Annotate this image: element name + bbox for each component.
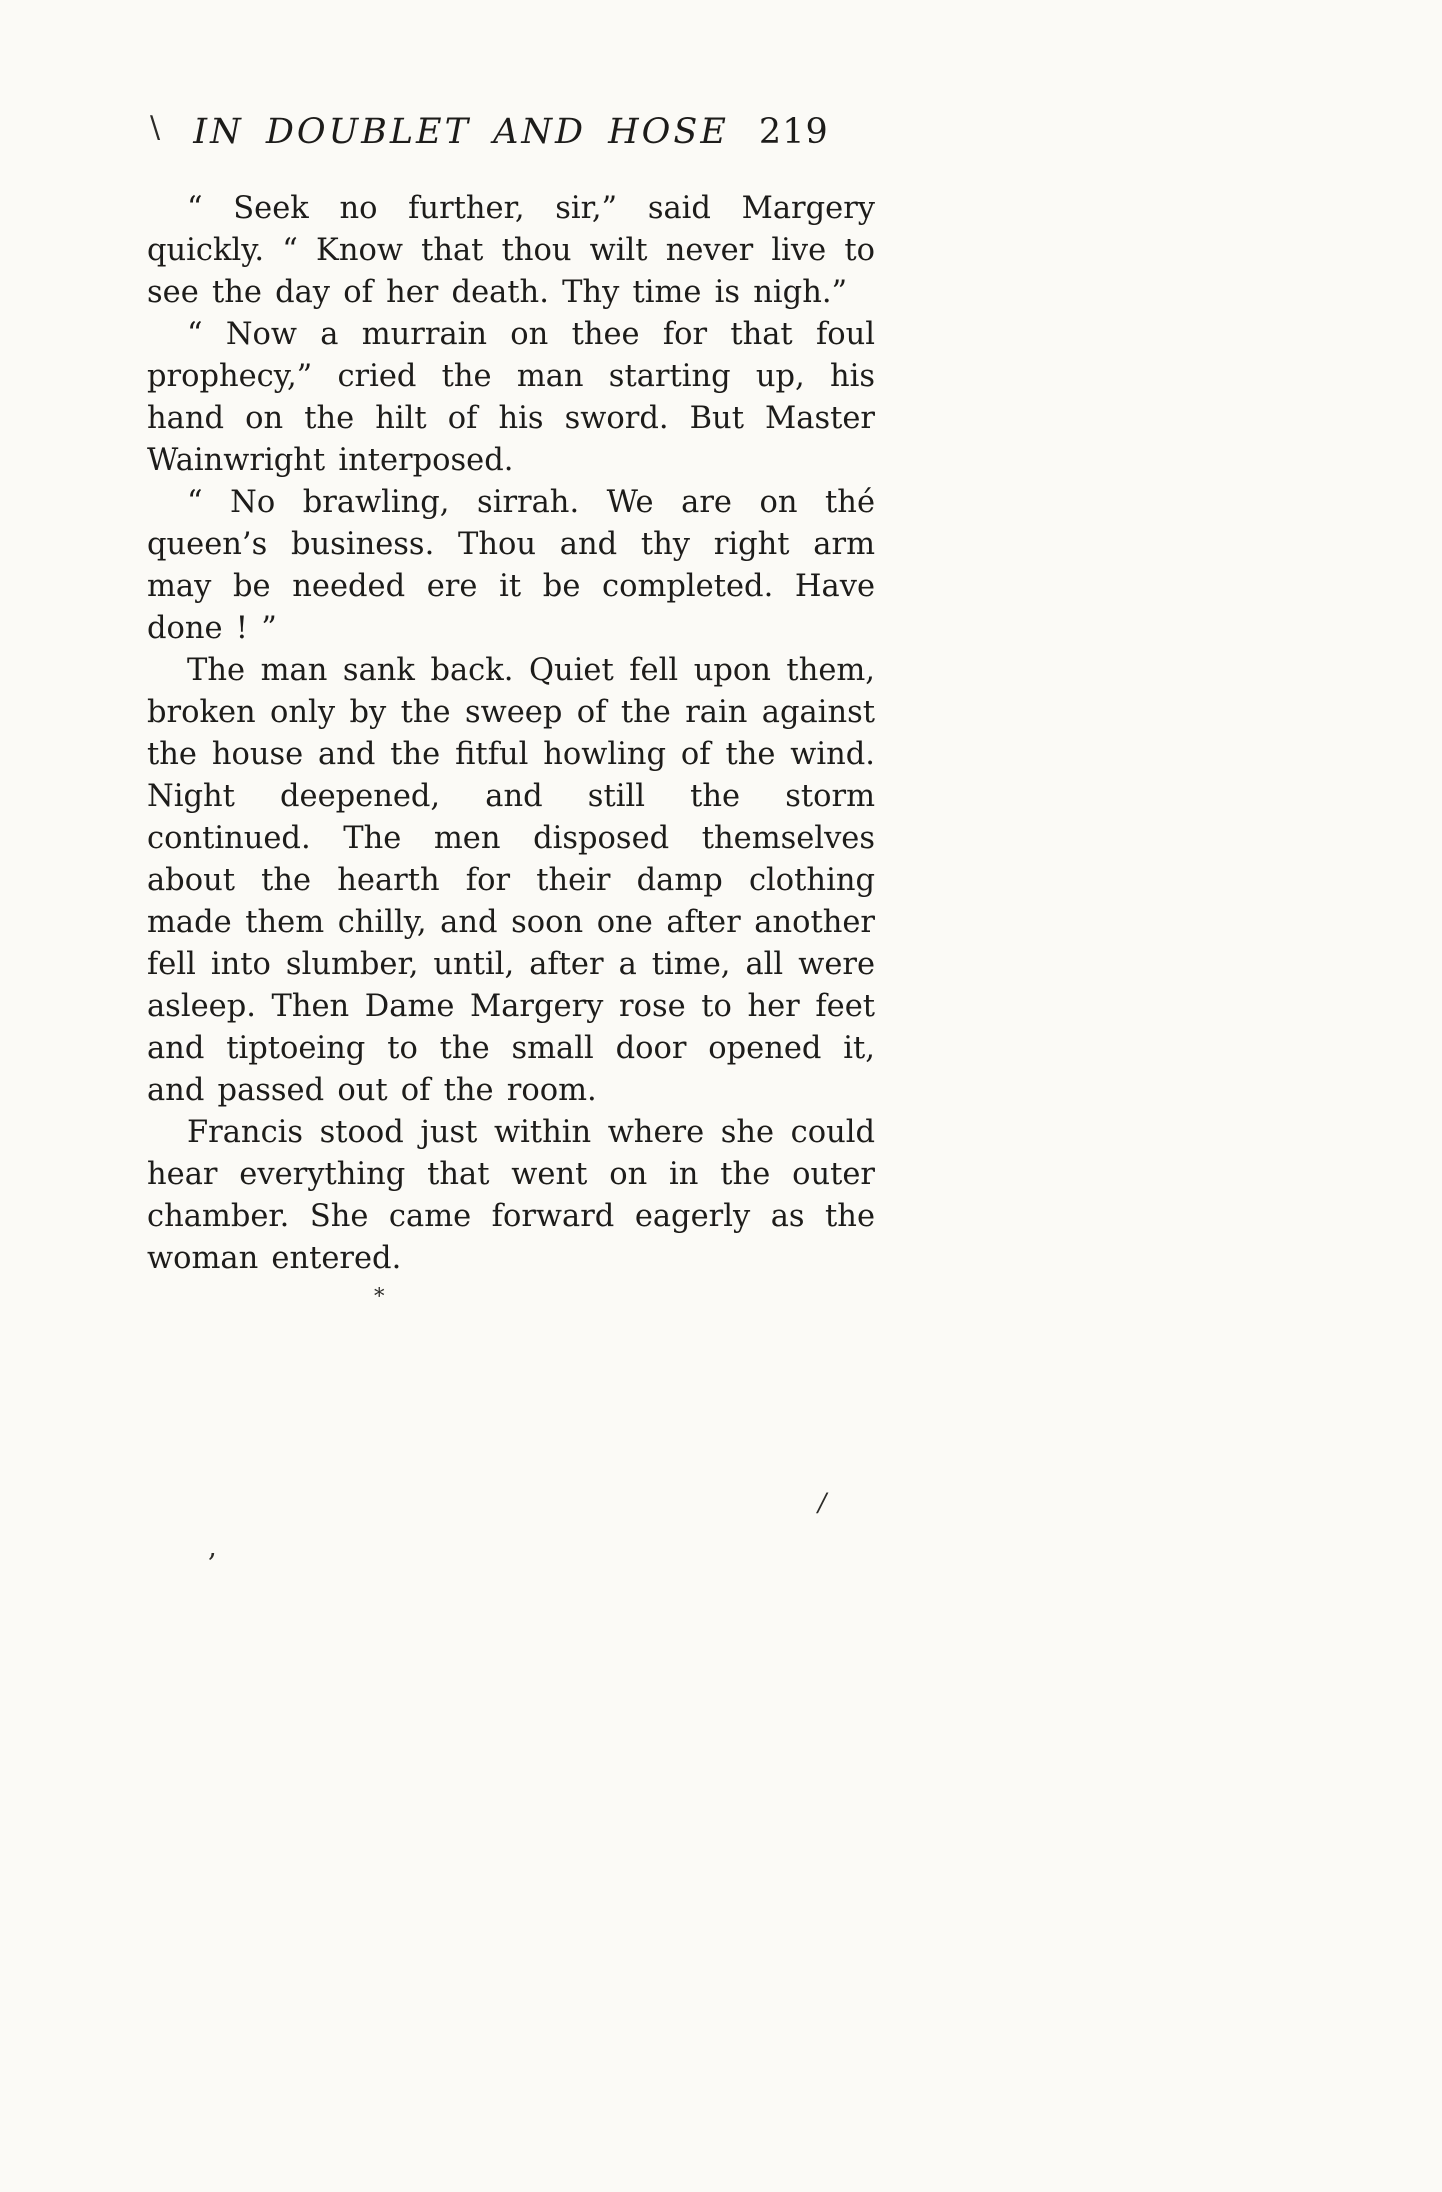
page-number: 219 xyxy=(758,112,829,152)
page-text-block xyxy=(147,188,875,1280)
stray-scan-mark-bottom-left: , xyxy=(208,1530,217,1563)
running-header-title: IN DOUBLET AND HOSE xyxy=(193,112,729,152)
stray-scan-mark-bottom-right: / xyxy=(818,1488,827,1517)
paragraph-4: The man sank back. Quiet fell upon them, broken only by the sweep of the rain against the house and the fitful howling of the wind. Night deepened, and still the storm continued. The men disposed themselves about the hearth for their damp clothing made them chilly, and soon one after another fell into slumber, until, after a time, all were asleep. Then Dame Margery rose to her feet and tiptoeing to the small door opened it, and passed out of the room. xyxy=(147,653,875,1108)
paragraph-5: Francis stood just within where she could hear everything that went on in the outer chamber. She came forward eagerly as the woman entered. xyxy=(147,1115,875,1276)
paragraph-3: “ No brawling, sirrah. We are on thé queen’s business. Thou and thy right arm may be needed ere it be completed. Have done ! ” xyxy=(147,485,875,646)
book-page xyxy=(147,112,875,1280)
stray-scan-mark-below-text: * xyxy=(374,1284,385,1308)
paragraph-1: “ Seek no further, sir,” said Margery quickly. “ Know that thou wilt never live to see the day of her death. Thy time is nigh.” xyxy=(147,191,875,310)
paragraph-2: “ Now a murrain on thee for that foul prophecy,” cried the man starting up, his hand on the hilt of his sword. But Master Wainwright interposed. xyxy=(147,317,875,478)
running-header xyxy=(147,112,875,152)
stray-scan-mark-header-left: \ xyxy=(150,110,161,145)
